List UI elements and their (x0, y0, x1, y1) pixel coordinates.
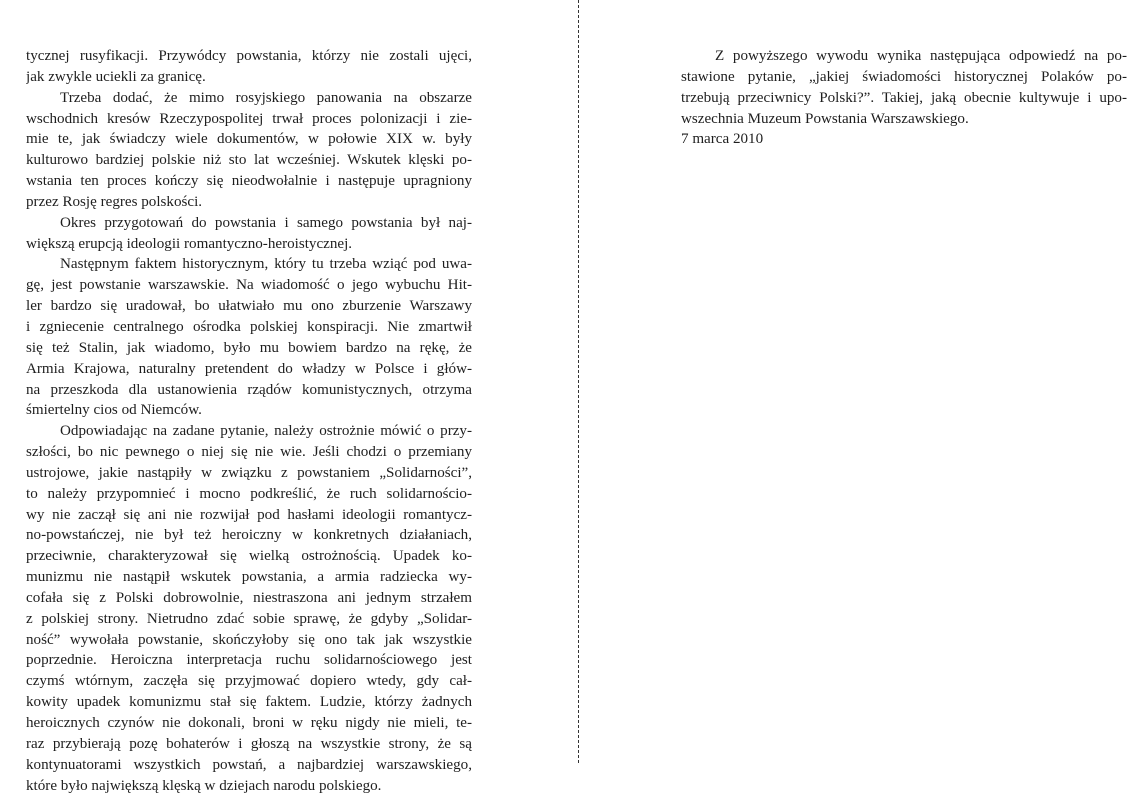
text-line: wstania ten proces kończy się nieodwołalnie i następuje upragniony (26, 173, 472, 190)
text-line: wschodnich kresów Rzeczypospolitej trwał proces polonizacji i zie- (26, 110, 472, 127)
text-line: to należy przypomnieć i mocno podkreślić, że ruch solidarnościo- (26, 485, 472, 502)
page-divider (578, 0, 579, 763)
text-line: przez Rosję regres polskości. (26, 193, 203, 210)
text-line: no-powstańczej, nie był też heroiczny w konkretnych działaniach, (26, 527, 472, 544)
text-line: Armia Krajowa, naturalny pretendent do władzy w Polsce i głów- (26, 360, 472, 377)
text-line: Okres przygotowań do powstania i samego powstania był naj- (60, 214, 472, 231)
text-line: tycznej rusyfikacji. Przywódcy powstania, którzy nie zostali ujęci, (26, 48, 472, 64)
text-line: kowity upadek komunizmu stał się faktem. Ludzie, którzy żadnych (26, 694, 472, 711)
text-line: Trzeba dodać, że mimo rosyjskiego panowania na obszarze (60, 89, 472, 106)
text-line: stawione pytanie, „jakiej świadomości historycznej Polaków po- (681, 68, 1127, 85)
text-line: wszechnia Muzeum Powstania Warszawskiego. (681, 110, 969, 127)
text-line: śmiertelny cios od Niemców. (26, 402, 202, 419)
right-text-column (681, 46, 1127, 129)
text-line: czymś wtórnym, zaczęła się przyjmować dopiero wtedy, gdy cał- (26, 673, 472, 690)
text-line: trzebują przeciwnicy Polski?”. Takiej, jaką obecnie kultywuje i upo- (681, 89, 1127, 106)
text-line: munizmu nie nastąpił wskutek powstania, a armia radziecka wy- (26, 569, 472, 586)
text-line: kulturowo bardziej polskie niż sto lat wcześniej. Wskutek klęski po- (26, 152, 472, 169)
date-line: 7 marca 2010 (681, 131, 764, 148)
text-line: mie te, jak świadczy wiele dokumentów, w połowie XIX w. były (26, 131, 472, 148)
text-line: ler bardzo się uradował, bo ułatwiało mu ono zburzenie Warszawy (26, 298, 472, 315)
text-line: cofała się z Polski dobrowolnie, niestraszona ani jednym strzałem (26, 589, 472, 606)
text-line: gę, jest powstanie warszawskie. Na wiadomość o jego wybuchu Hit- (26, 277, 472, 294)
text-line: i zgniecenie centralnego ośrodka polskiej konspiracji. Nie zmartwił (26, 318, 472, 335)
right-page (580, 0, 1148, 763)
text-line: Odpowiadając na zadane pytanie, należy ostrożnie mówić o przy- (60, 423, 472, 440)
text-line: wy nie zaczął się ani nie rozwijał pod hasłami ideologii romantycz- (26, 506, 472, 523)
text-line: większą erupcją ideologii romantyczno-heroistycznej. (26, 235, 353, 252)
text-line: przeciwnie, charakteryzował się wielką ostrożnością. Upadek ko- (26, 548, 472, 565)
left-text-column (26, 46, 472, 796)
text-line: z polskiej strony. Nietrudno zdać sobie sprawę, że gdyby „Solidar- (26, 610, 472, 627)
text-line: na przeszkoda dla ustanowienia rządów komunistycznych, otrzyma (26, 381, 472, 398)
text-line: się też Stalin, jak wiadomo, było mu bowiem bardzo na rękę, że (26, 339, 472, 356)
text-line: raz przybierają pozę bohaterów i głoszą na wszystkie strony, że są (26, 735, 472, 752)
text-line: szłości, bo nic pewnego o niej się nie wie. Jeśli chodzi o przemiany (26, 444, 472, 461)
text-line: kontynuatorami wszystkich powstań, a najbardziej warszawskiego, (26, 756, 472, 773)
text-line: poprzednie. Heroiczna interpretacja ruchu solidarnościowego jest (26, 652, 472, 669)
text-line: ność” wywołała powstanie, skończyłoby się ono tak jak wszystkie (26, 631, 472, 648)
text-line: Z powyższego wywodu wynika następująca odpowiedź na po- (715, 48, 1127, 64)
text-line: które było największą klęską w dziejach narodu polskiego. (26, 777, 382, 794)
text-line: jak zwykle uciekli za granicę. (26, 68, 206, 85)
text-line: Następnym faktem historycznym, który tu trzeba wziąć pod uwa- (60, 256, 472, 273)
text-line: heroicznych czynów nie dokonali, broni w ręku nigdy nie mieli, te- (26, 715, 472, 731)
text-line: ustrojowe, jakie nastąpiły w związku z powstaniem „Solidarności”, (26, 464, 472, 481)
